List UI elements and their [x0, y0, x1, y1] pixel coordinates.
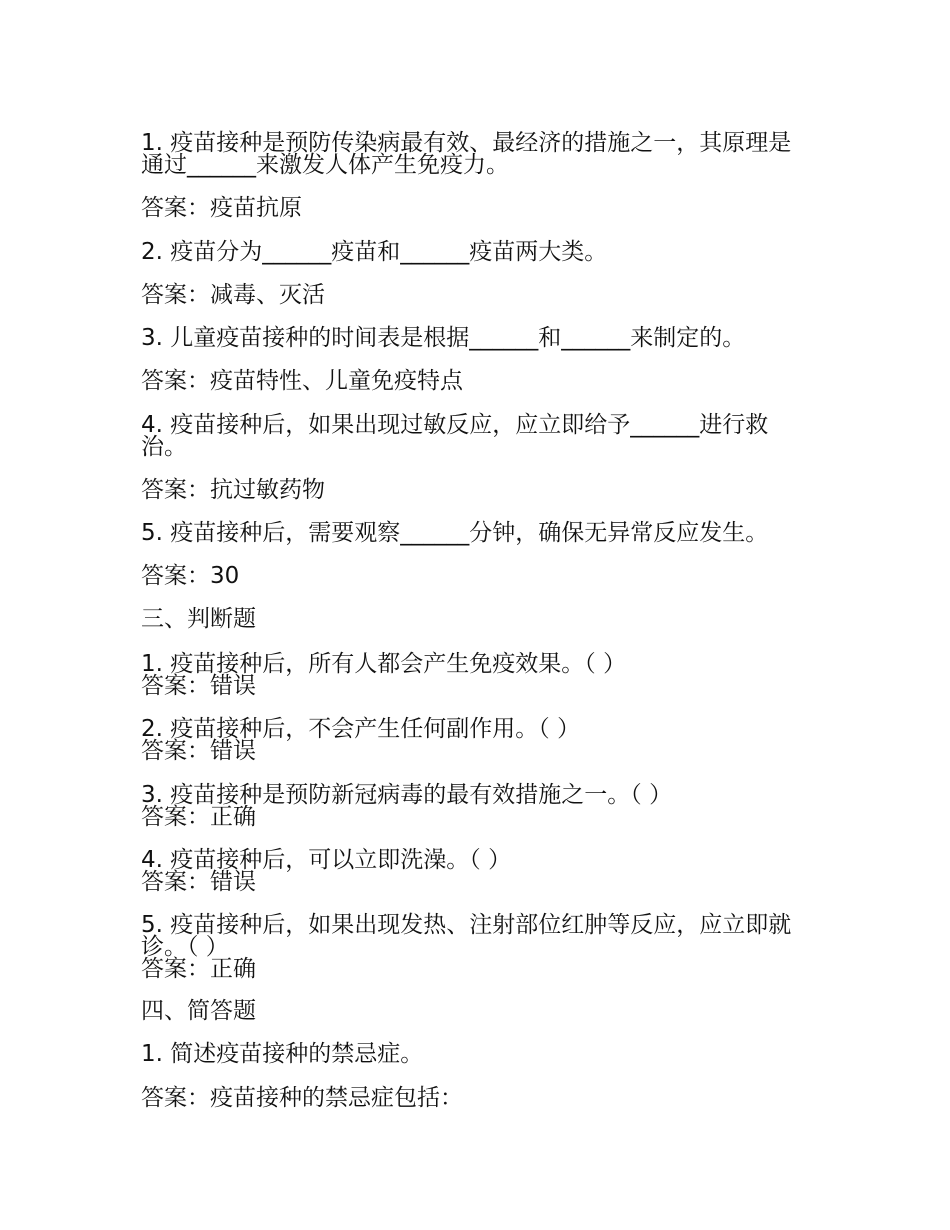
- section-title-short-answer: 四、简答题: [141, 998, 256, 1024]
- fill-answer-1: 答案：疫苗抗原: [141, 195, 302, 221]
- tf-answer-5: 答案：正确: [141, 956, 256, 982]
- fill-answer-3: 答案：疫苗特性、儿童免疫特点: [141, 368, 463, 394]
- tf-question-3: 3. 疫苗接种是预防新冠病毒的最有效措施之一。（ ）: [141, 782, 673, 808]
- section-title-true-false: 三、判断题: [141, 606, 256, 632]
- tf-question-1: 1. 疫苗接种后，所有人都会产生免疫效果。（ ）: [141, 651, 627, 677]
- fill-question-3: 3. 儿童疫苗接种的时间表是根据______和______来制定的。: [141, 325, 746, 351]
- sa-question-1: 1. 简述疫苗接种的禁忌症。: [141, 1041, 424, 1067]
- fill-question-2: 2. 疫苗分为______疫苗和______疫苗两大类。: [141, 239, 608, 265]
- tf-question-4: 4. 疫苗接种后，可以立即洗澡。（ ）: [141, 847, 512, 873]
- tf-question-2: 2. 疫苗接种后，不会产生任何副作用。（ ）: [141, 716, 581, 742]
- fill-question-4: 4. 疫苗接种后，如果出现过敏反应，应立即给予______进行救治。: [141, 412, 769, 460]
- fill-question-1: 1. 疫苗接种是预防传染病最有效、最经济的措施之一，其原理是通过______来激发人体产生免疫力。: [141, 130, 792, 178]
- fill-answer-2: 答案：减毒、灭活: [141, 282, 325, 308]
- fill-answer-4: 答案：抗过敏药物: [141, 477, 325, 503]
- tf-question-5: 5. 疫苗接种后，如果出现发热、注射部位红肿等反应，应立即就诊。（ ）: [141, 912, 792, 960]
- tf-answer-2: 答案：错误: [141, 738, 256, 764]
- tf-answer-3: 答案：正确: [141, 804, 256, 830]
- tf-answer-4: 答案：错误: [141, 869, 256, 895]
- fill-answer-5: 答案：30: [141, 563, 240, 589]
- sa-answer-1: 答案：疫苗接种的禁忌症包括：: [141, 1085, 463, 1111]
- fill-question-5: 5. 疫苗接种后，需要观察______分钟，确保无异常反应发生。: [141, 520, 769, 546]
- tf-answer-1: 答案：错误: [141, 673, 256, 699]
